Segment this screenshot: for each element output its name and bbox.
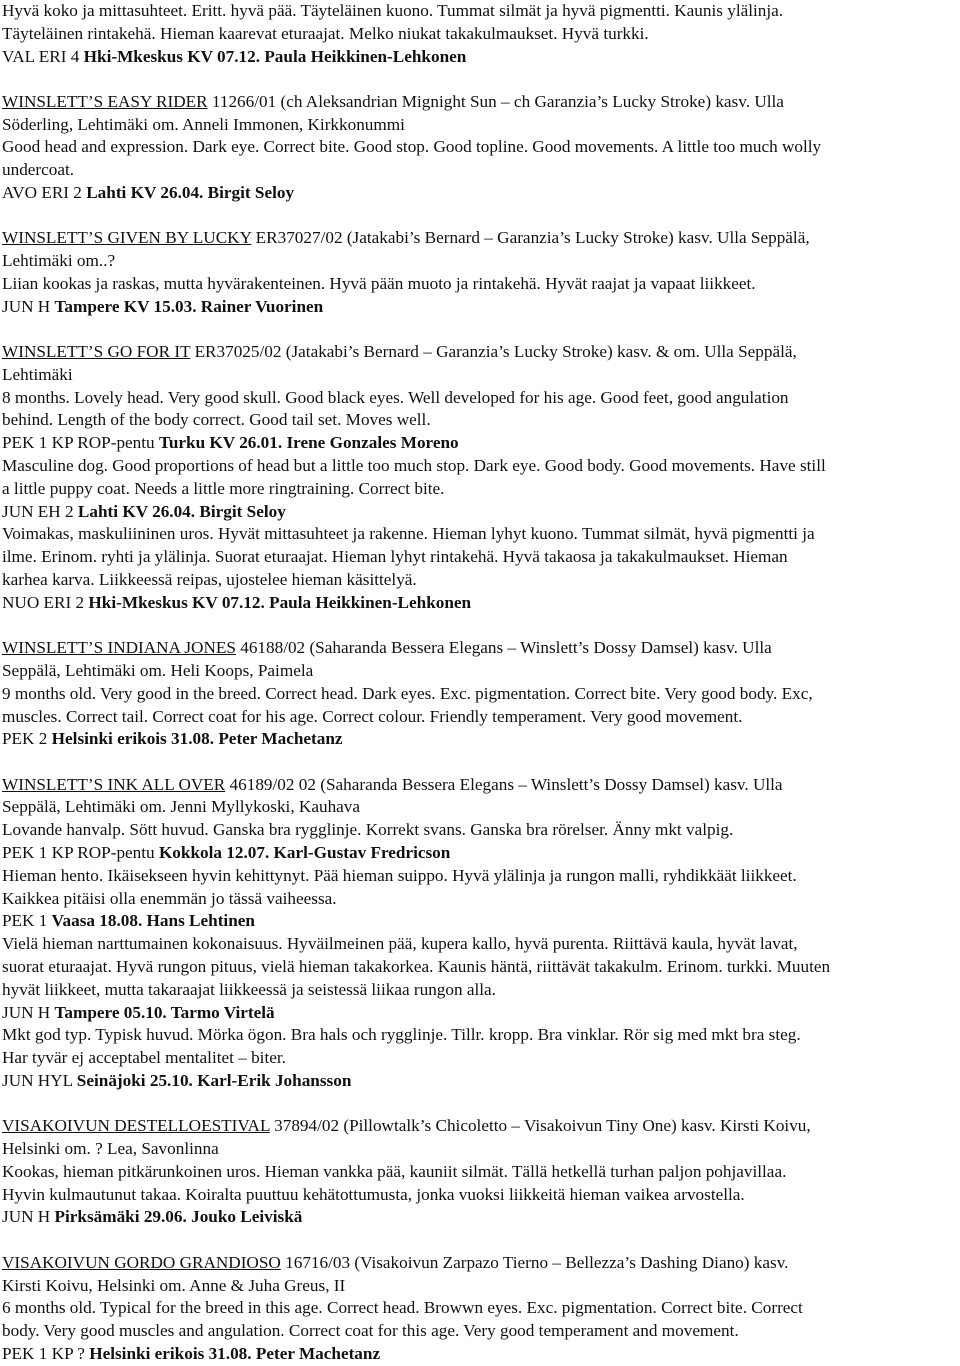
critique-line: Hyvä koko ja mittasuhteet. Eritt. hyvä pää. Täyteläinen kuono. Tummat silmät ja hyvä pigmentti. Kaunis ylälinja. — [2, 1, 784, 20]
result-judge: Paula Heikkinen-Lehkonen — [260, 46, 467, 66]
dog-entry — [2, 637, 958, 751]
critique-line: 8 months. Lovely head. Very good skull. Good black eyes. Well developed for his age. Good feet, good angulation — [2, 387, 789, 407]
entry-owner-line: Kirsti Koivu, Helsinki om. Anne & Juha Greus, II — [2, 1275, 346, 1295]
result-class: NUO ERI 2 — [2, 592, 89, 612]
spacer — [2, 1093, 958, 1116]
result-line — [2, 46, 958, 69]
entry-header — [2, 227, 958, 250]
entry-owner-line: Seppälä, Lehtimäki om. Jenni Myllykoski, Kauhava — [2, 797, 361, 817]
entry-owner-line: Söderling, Lehtimäki om. Anneli Immonen, Kirkkonummi — [2, 114, 405, 134]
result-judge: Tarmo Virtelä — [166, 1002, 275, 1022]
entry-header — [2, 637, 958, 660]
dog-registration-details: ER37025/02 (Jatakabi’s Bernard – Garanzia’s Lucky Stroke) kasv. & om. Ulla Seppälä, — [190, 342, 797, 362]
dog-entry — [2, 774, 958, 1093]
result-class: JUN HYL — [2, 1070, 77, 1090]
dog-entry — [2, 1252, 958, 1366]
critique-line: ilme. Erinom. ryhti ja ylälinja. Suorat eturaajat. Hieman lyhyt rintakehä. Hyvä takaosa ja takakulmaukset. Hieman — [2, 547, 788, 567]
result-class: JUN H — [2, 296, 55, 316]
dog-entries — [2, 68, 958, 1365]
entry-owner-line: Lehtimäki — [2, 364, 73, 384]
result-line — [2, 432, 958, 455]
dog-registration-details: 37894/02 (Pillowtalk’s Chicoletto – Visakoivun Tiny One) kasv. Kirsti Koivu, — [269, 1116, 811, 1136]
result-show: Lahti KV 26.04. — [86, 183, 204, 203]
result-line — [2, 842, 958, 865]
critique-line: karhea karva. Liikkeessä reipas, ujostelee hieman käsittelyä. — [2, 570, 417, 590]
dog-registration-details: 16716/03 (Visakoivun Zarpazo Tierno – Bellezza’s Dashing Diano) kasv. — [280, 1252, 789, 1272]
spacer — [2, 68, 958, 91]
entry-owner-line: Lehtimäki om..? — [2, 251, 116, 271]
result-line — [2, 501, 958, 524]
result-class: VAL ERI 4 — [2, 46, 84, 66]
dog-registration-details: 46188/02 (Saharanda Bessera Elegans – Winslett’s Dossy Damsel) kasv. Ulla — [235, 638, 772, 658]
critique-line: Täyteläinen rintakehä. Hieman kaarevat eturaajat. Melko niukat takakulmaukset. Hyvä turkki. — [2, 23, 649, 43]
critique-line: Vielä hieman narttumainen kokonaisuus. Hyväilmeinen pää, kupera kallo, hyvä purenta. Riittävä kaula, hyvät lavat, — [2, 934, 798, 954]
dog-entry — [2, 227, 958, 318]
entry-owner-line: Helsinki om. ? Lea, Savonlinna — [2, 1139, 219, 1159]
dog-name: WINSLETT’S INDIANA JONES — [2, 638, 236, 658]
critique-line: Lovande hanvalp. Sött huvud. Ganska bra rygglinje. Korrekt svans. Ganska bra rörelser. Änny mkt valpig. — [2, 820, 734, 840]
result-judge: Peter Machetanz — [251, 1343, 381, 1363]
critique-line: Har tyvär ej acceptabel mentalitet – biter. — [2, 1048, 286, 1068]
entry-header — [2, 91, 958, 114]
spacer — [2, 751, 958, 774]
entry-header — [2, 1252, 958, 1275]
result-show: Helsinki erikois 31.08. — [51, 729, 215, 749]
result-show: Lahti KV 26.04. — [77, 501, 196, 521]
critique-line: muscles. Correct tail. Correct coat for his age. Correct colour. Friendly temperament. Very good movement. — [2, 706, 743, 726]
result-line — [2, 910, 958, 933]
critique-line: 6 months old. Typical for the breed in this age. Correct head. Browwn eyes. Exc. pigmentation. Correct bite. Correct — [2, 1298, 803, 1318]
result-judge: Karl-Erik Johansson — [192, 1070, 352, 1090]
result-class: PEK 1 KP ROP-pentu — [2, 843, 159, 862]
result-class: JUN H — [2, 1207, 55, 1227]
result-judge: Irene Gonzales Moreno — [282, 433, 459, 453]
critique-line: 9 months old. Very good in the breed. Correct head. Dark eyes. Exc. pigmentation. Correct bite. Very good body. Exc, — [2, 683, 813, 703]
entry-header — [2, 774, 958, 797]
result-show: Seinäjoki 25.10. — [76, 1070, 193, 1090]
result-line — [2, 182, 958, 205]
dog-name: VISAKOIVUN GORDO GRANDIOSO — [2, 1252, 281, 1272]
result-show: Helsinki erikois 31.08. — [89, 1343, 252, 1363]
result-show: Hki-Mkeskus KV 07.12. — [88, 592, 265, 612]
result-judge: Rainer Vuorinen — [196, 296, 324, 316]
result-class: PEK 1 KP ROP-pentu — [2, 433, 159, 453]
result-judge: Paula Heikkinen-Lehkonen — [264, 592, 472, 612]
result-class: PEK 2 — [2, 729, 52, 749]
result-judge: Birgit Seloy — [195, 501, 286, 521]
result-judge: Peter Machetanz — [214, 729, 343, 749]
critique-line: undercoat. — [2, 160, 75, 180]
result-class: JUN EH 2 — [2, 501, 78, 521]
critique-line: hyvät liikkeet, mutta takaraajat liikkeessä ja seistessä liikaa rungon alla. — [2, 979, 496, 999]
critique-line: Hyvin kulmautunut takaa. Koiralta puuttuu kehätottumusta, jonka vuoksi liikkeitä hieman vaikea arvostella. — [2, 1184, 745, 1204]
spacer — [2, 615, 958, 638]
critique-line: behind. Length of the body correct. Good tail set. Moves well. — [2, 410, 431, 430]
critique-line: Masculine dog. Good proportions of head but a little too much stop. Dark eye. Good body. Good movements. Have still — [2, 456, 826, 476]
result-class: JUN H — [2, 1002, 55, 1022]
entry-header — [2, 341, 958, 364]
result-line — [2, 1343, 958, 1366]
result-line — [2, 296, 958, 319]
dog-name: WINSLETT’S INK ALL OVER — [2, 774, 226, 794]
result-line — [2, 1206, 958, 1229]
result-show: Pirksämäki 29.06. — [54, 1207, 187, 1227]
dog-name: VISAKOIVUN DESTELLOESTIVAL — [2, 1116, 270, 1136]
result-show: Turku KV 26.01. — [158, 433, 283, 453]
critique-line: suorat eturaajat. Hyvä rungon pituus, vielä hieman takakorkea. Kaunis häntä, riittävät takakulm. Erinom. turkki. Muuten — [2, 956, 831, 976]
critique-line: Kookas, hieman pitkärunkoinen uros. Hieman vankka pää, kauniit silmät. Tällä hetkellä turhan paljon pohjavillaa. — [2, 1161, 787, 1181]
dog-registration-details: 11266/01 (ch Aleksandrian Mignight Sun – ch Garanzia’s Lucky Stroke) kasv. Ulla — [207, 91, 784, 111]
critique-line: Kaikkea pitäisi olla enemmän jo tässä vaiheessa. — [2, 888, 337, 908]
result-show: Kokkola 12.07. — [158, 843, 270, 862]
result-class: AVO ERI 2 — [2, 183, 87, 203]
dog-name: WINSLETT’S GIVEN BY LUCKY — [2, 228, 252, 248]
dog-registration-details: 46189/02 02 (Saharanda Bessera Elegans – Winslett’s Dossy Damsel) kasv. Ulla — [225, 774, 783, 794]
spacer — [2, 205, 958, 228]
dog-entry — [2, 341, 958, 615]
critique-line: Hieman hento. Ikäisekseen hyvin kehittynyt. Pää hieman suippo. Hyvä ylälinja ja rungon malli, ryhdikkäät liikkeet. — [2, 865, 797, 885]
critique-line: Voimakas, maskuliininen uros. Hyvät mittasuhteet ja rakenne. Hieman lyhyt kuono. Tummat silmät, hyvä pigmentti ja — [2, 524, 815, 544]
dog-name: WINSLETT’S EASY RIDER — [2, 91, 208, 111]
spacer — [2, 319, 958, 342]
result-show: Tampere 05.10. — [54, 1002, 167, 1022]
result-judge: Birgit Seloy — [203, 183, 295, 203]
dog-name: WINSLETT’S GO FOR IT — [2, 342, 191, 362]
result-line — [2, 1002, 958, 1025]
critique-line: Liian kookas ja raskas, mutta hyvärakenteinen. Hyvä pään muoto ja rintakehä. Hyvät raajat ja vapaat liikkeet. — [2, 273, 756, 293]
dog-entry — [2, 91, 958, 205]
dog-entry — [2, 1115, 958, 1229]
result-judge: Jouko Leiviskä — [186, 1207, 303, 1227]
dog-registration-details: ER37027/02 (Jatakabi’s Bernard – Garanzia’s Lucky Stroke) kasv. Ulla Seppälä, — [251, 228, 810, 248]
result-judge: Karl-Gustav Fredricson — [269, 843, 451, 862]
critique-line: Good head and expression. Dark eye. Correct bite. Good stop. Good topline. Good movements. A little too much wolly — [2, 137, 822, 157]
result-class: PEK 1 KP ? — [2, 1343, 90, 1363]
result-line — [2, 728, 958, 751]
result-judge: Hans Lehtinen — [142, 911, 255, 931]
result-show: Vaasa 18.08. — [51, 911, 143, 931]
result-line — [2, 592, 958, 615]
result-show: Hki-Mkeskus KV 07.12. — [83, 46, 261, 66]
result-show: Tampere KV 15.03. — [54, 296, 197, 316]
spacer — [2, 1229, 958, 1252]
result-class: PEK 1 — [2, 911, 52, 931]
entry-owner-line: Seppälä, Lehtimäki om. Heli Koops, Paimela — [2, 660, 314, 680]
entry-header — [2, 1115, 958, 1138]
critique-line: body. Very good muscles and angulation. Correct coat for this age. Very good temperament and movement. — [2, 1321, 739, 1341]
critique-line: Mkt god typ. Typisk huvud. Mörka ögon. Bra hals och rygglinje. Tillr. kropp. Bra vinklar. Rör sig med mkt bra steg. — [2, 1025, 801, 1045]
result-line — [2, 1070, 958, 1093]
critique-line: a little puppy coat. Needs a little more ringtraining. Correct bite. — [2, 478, 445, 498]
